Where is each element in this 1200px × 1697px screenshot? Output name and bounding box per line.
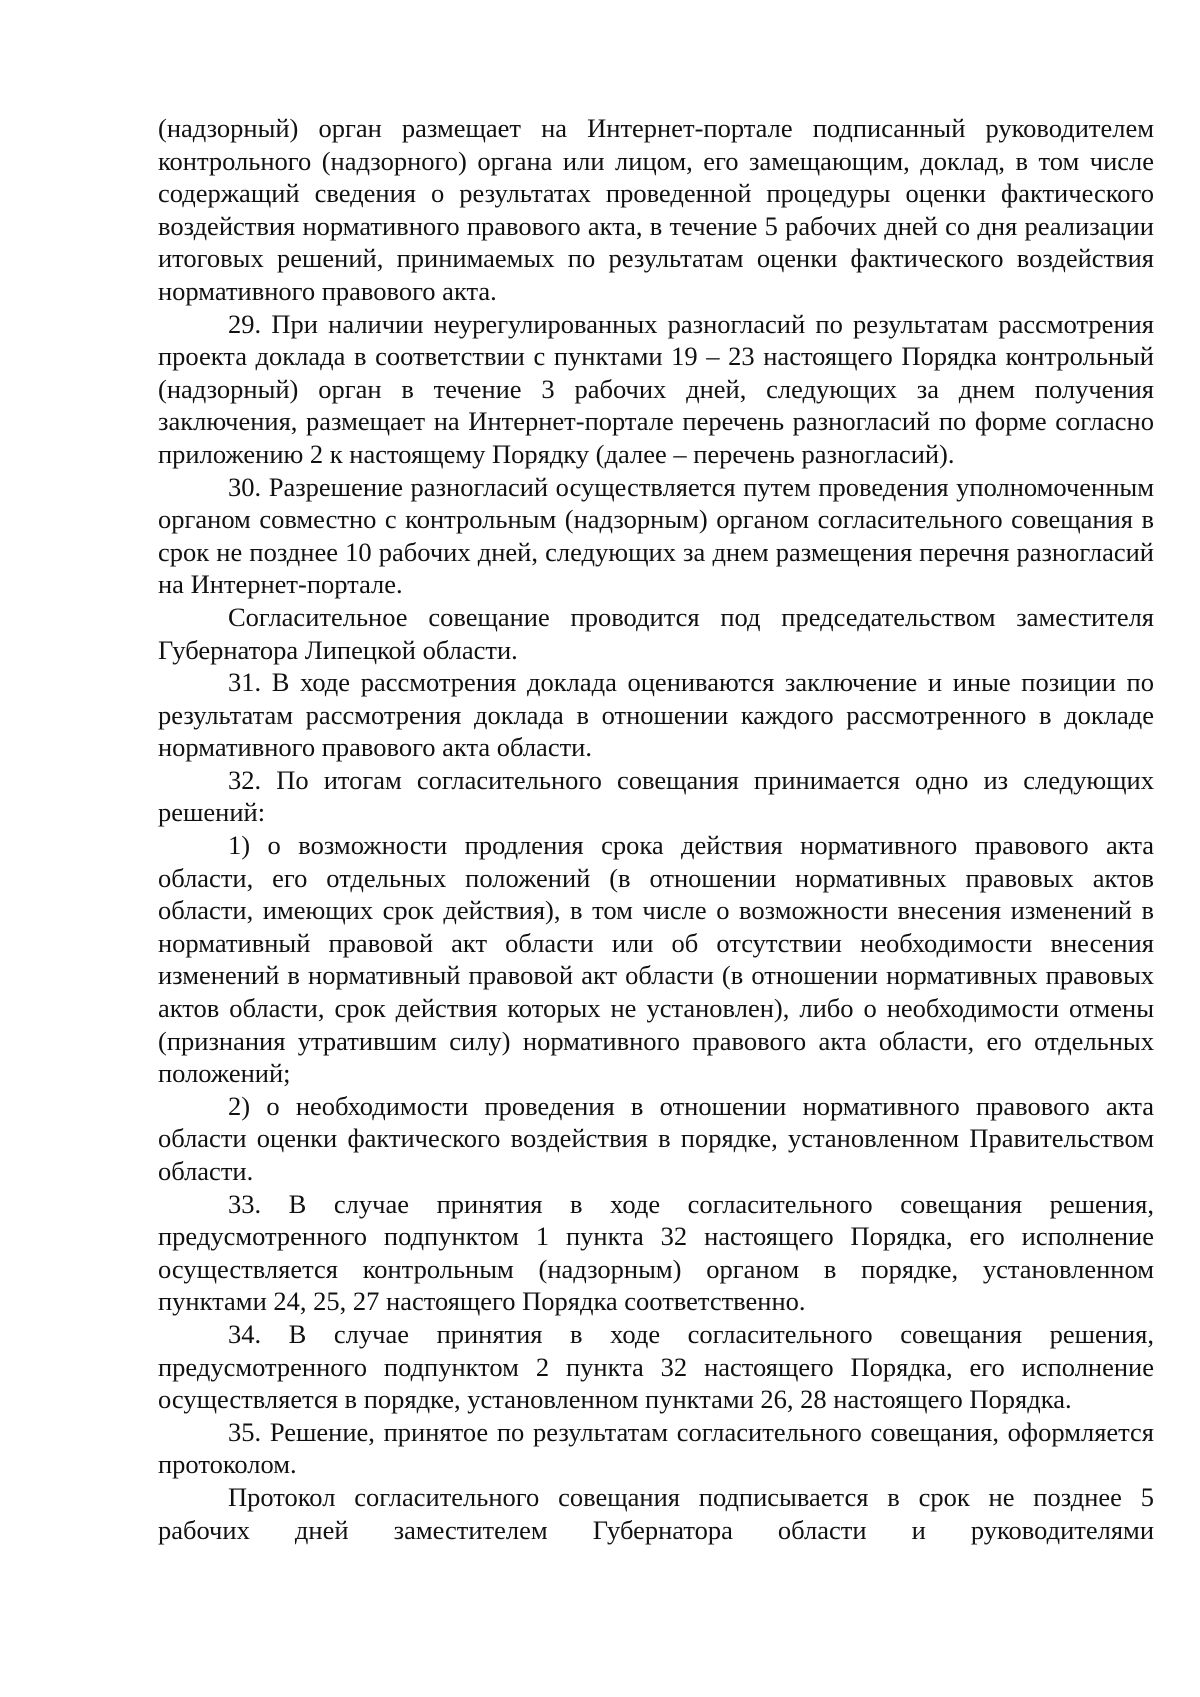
paragraph-34: 34. В случае принятия в ходе согласительного совещания решения, предусмотренного подпунктом 2 пункта 32 настоящего Порядка, его исполнение осуществляется в порядке, установленном пунктами 26, 28 настоящего Порядка. xyxy=(158,1318,1154,1415)
paragraph-29: 29. При наличии неурегулированных разногласий по результатам рассмотрения проекта доклада в соответствии с пунктами 19 – 23 настоящего Порядка контрольный (надзорный) орган в течение 3 рабочих дней, следующих за днем получения заключения, размещает на Интернет-портале перечень разногласий по форме согласно приложению 2 к настоящему Порядку (далее – перечень разногласий). xyxy=(158,308,1154,469)
document-page xyxy=(158,112,1154,1546)
paragraph-35-protocol: Протокол согласительного совещания подписывается в срок не позднее 5 рабочих дней заместителем Губернатора области и руководителями xyxy=(158,1481,1154,1545)
paragraph-32: 32. По итогам согласительного совещания принимается одно из следующих решений: xyxy=(158,764,1154,828)
paragraph-30: 30. Разрешение разногласий осуществляется путем проведения уполномоченным органом совместно с контрольным (надзорным) органом согласительного совещания в срок не позднее 10 рабочих дней, следующих за днем размещения перечня разногласий на Интернет-портале. xyxy=(158,471,1154,600)
paragraph-35: 35. Решение, принятое по результатам согласительного совещания, оформляется протоколом. xyxy=(158,1416,1154,1480)
paragraph-32-item-2: 2) о необходимости проведения в отношении нормативного правового акта области оценки фактического воздействия в порядке, установленном Правительством области. xyxy=(158,1090,1154,1186)
paragraph-31: 31. В ходе рассмотрения доклада оцениваются заключение и иные позиции по результатам рассмотрения доклада в отношении каждого рассмотренного в докладе нормативного правового акта области. xyxy=(158,667,1154,763)
paragraph-32-item-1: 1) о возможности продления срока действия нормативного правового акта области, его отдельных положений (в отношении нормативных правовых актов области, имеющих срок действия), в том числе о возможности внесения изменений в нормативный правовой акт области или об отсутствии необходимости внесения изменений в нормативный правовой акт области (в отношении нормативных правовых актов области, срок действия которых не установлен), либо о необходимости отмены (признания утратившим силу) нормативного правового акта области, его отдельных положений; xyxy=(158,830,1154,1089)
paragraph-continuation: (надзорный) орган размещает на Интернет-портале подписанный руководителем контрольного (надзорного) органа или лицом, его замещающим, доклад, в том числе содержащий сведения о результатах проведенной процедуры оценки фактического воздействия нормативного правового акта, в течение 5 рабочих дней со дня реализации итоговых решений, принимаемых по результатам оценки фактического воздействия нормативного правового акта. xyxy=(158,113,1154,306)
paragraph-30-meeting: Согласительное совещание проводится под председательством заместителя Губернатора Липецкой области. xyxy=(158,601,1154,665)
paragraph-33: 33. В случае принятия в ходе согласительного совещания решения, предусмотренного подпунктом 1 пункта 32 настоящего Порядка, его исполнение осуществляется контрольным (надзорным) органом в порядке, установленном пунктами 24, 25, 27 настоящего Порядка соответственно. xyxy=(158,1188,1154,1317)
